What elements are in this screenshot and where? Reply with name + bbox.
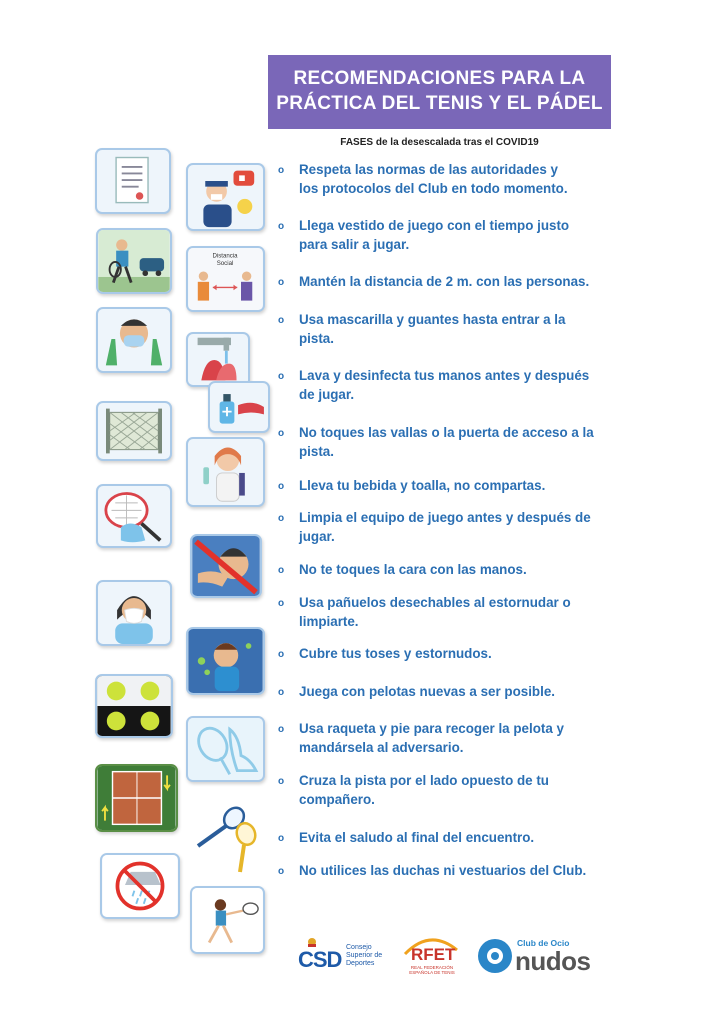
- recommendation-8: [278, 509, 608, 546]
- recommendation-line: Usa raqueta y pie para recoger la pelota y: [299, 721, 564, 736]
- social-distance-icon: [186, 246, 265, 312]
- new-balls-icon: [95, 674, 173, 738]
- recommendation-line: Respeta las normas de las autoridades y: [299, 162, 558, 177]
- distance-label-1: Distancia: [212, 252, 238, 260]
- title-line-1: RECOMENDACIONES PARA LA: [293, 68, 586, 89]
- recommendation-6: [278, 424, 608, 461]
- recommendation-5: [278, 367, 608, 404]
- recommendation-line: Lleva tu bebida y toalla, no compartas.: [299, 478, 546, 493]
- csd-name: [346, 944, 382, 968]
- rfet-name: [409, 965, 455, 975]
- recommendation-line: Evita el saludo al final del encuentro.: [299, 830, 535, 845]
- court-crossing-icon: [95, 764, 178, 832]
- bullet-icon: o: [278, 428, 285, 439]
- no-handshake-rackets-icon: [190, 800, 268, 876]
- racket-foot-icon: [186, 716, 265, 782]
- bullet-icon: o: [278, 866, 285, 877]
- document-icon: [95, 148, 171, 214]
- bullet-icon: o: [278, 513, 285, 524]
- rfet-abbr: RFET: [411, 945, 456, 964]
- recommendation-15: [278, 829, 608, 848]
- bullet-icon: o: [278, 649, 285, 660]
- recommendation-1: [278, 161, 608, 198]
- recommendation-line: Limpia el equipo de juego antes y después de: [299, 510, 591, 525]
- no-touch-face-icon: [190, 534, 262, 598]
- recommendation-7: [278, 477, 608, 496]
- title-line-2: PRÁCTICA DEL TENIS Y EL PÁDEL: [276, 93, 603, 114]
- nudos-big-text: nudos: [515, 946, 591, 976]
- nudos-small-text: Club de Ocio: [517, 938, 570, 948]
- csd-name-line1: Consejo: [346, 944, 372, 951]
- nudos-logo: [477, 936, 603, 976]
- fence-icon: [96, 401, 172, 461]
- recommendation-4: [278, 311, 608, 348]
- bullet-icon: o: [278, 371, 285, 382]
- recommendation-line: Juega con pelotas nuevas a ser posible.: [299, 684, 556, 699]
- recommendation-10: [278, 594, 608, 631]
- recommendation-line: limpiarte.: [299, 613, 359, 629]
- recommendation-line: Llega vestido de juego con el tiempo justo: [299, 218, 570, 233]
- no-shower-icon: [100, 853, 180, 919]
- distance-label-2: Social: [216, 259, 234, 267]
- csd-name-line2: Superior de: [346, 952, 383, 959]
- bullet-icon: o: [278, 724, 285, 735]
- clean-equipment-icon: [96, 484, 172, 548]
- recommendation-line: Lava y desinfecta tus manos antes y después: [299, 368, 590, 383]
- recommendation-line: Cruza la pista por el lado opuesto de tu: [299, 773, 549, 788]
- rfet-name-line2: ESPAÑOLA DE TENIS: [409, 970, 455, 975]
- recommendation-12: [278, 683, 608, 702]
- rfet-logo: [397, 934, 463, 978]
- drink-towel-icon: [186, 437, 265, 507]
- csd-logo: [298, 934, 390, 976]
- bullet-icon: o: [278, 565, 285, 576]
- recommendation-line: jugar.: [299, 528, 335, 544]
- recommendation-line: Mantén la distancia de 2 m. con las personas.: [299, 274, 590, 289]
- recommendation-line: pista.: [299, 443, 334, 459]
- bullet-icon: o: [278, 833, 285, 844]
- subtitle: FASES de la desescalada tras el COVID19: [340, 137, 539, 148]
- recommendation-line: pista.: [299, 330, 334, 346]
- recommendation-3: [278, 273, 608, 292]
- female-tennis-player-icon: [190, 886, 265, 954]
- rules-person-icon: [186, 163, 265, 231]
- tissue-icon: [96, 580, 172, 646]
- recommendation-line: Usa pañuelos desechables al estornudar o: [299, 595, 571, 610]
- sanitizer-icon: [208, 381, 270, 433]
- cough-icon: [186, 627, 265, 695]
- bullet-icon: o: [278, 221, 285, 232]
- recommendation-line: de jugar.: [299, 386, 355, 402]
- bullet-icon: o: [278, 598, 285, 609]
- recommendation-16: [278, 862, 608, 881]
- bullet-icon: o: [278, 277, 285, 288]
- recommendation-11: [278, 645, 608, 664]
- recommendation-line: No te toques la cara con las manos.: [299, 562, 527, 577]
- bullet-icon: o: [278, 776, 285, 787]
- recommendation-2: [278, 217, 608, 254]
- recommendation-line: Cubre tus toses y estornudos.: [299, 646, 492, 661]
- recommendation-line: para salir a jugar.: [299, 236, 410, 252]
- recommendation-9: [278, 561, 608, 580]
- csd-name-line3: Deportes: [346, 960, 375, 967]
- recommendation-line: Usa mascarilla y guantes hasta entrar a la: [299, 312, 566, 327]
- recommendation-line: No utilices las duchas ni vestuarios del Club.: [299, 863, 587, 878]
- mask-gloves-icon: [96, 307, 172, 373]
- recommendation-line: No toques las vallas o la puerta de acceso a la: [299, 425, 594, 440]
- csd-abbr: CSD: [298, 947, 342, 972]
- bullet-icon: o: [278, 165, 285, 176]
- recommendation-13: [278, 720, 608, 757]
- title-banner: [268, 55, 611, 129]
- bullet-icon: o: [278, 481, 285, 492]
- recommendation-line: los protocolos del Club en todo momento.: [299, 180, 568, 196]
- tennis-player-icon: [96, 228, 172, 294]
- handwashing-icon: [186, 332, 250, 387]
- recommendation-line: compañero.: [299, 791, 375, 807]
- bullet-icon: o: [278, 315, 285, 326]
- recommendation-line: mandársela al adversario.: [299, 739, 464, 755]
- rfet-name-line1: REAL FEDERACIÓN: [410, 965, 454, 970]
- bullet-icon: o: [278, 687, 285, 698]
- recommendation-14: [278, 772, 608, 809]
